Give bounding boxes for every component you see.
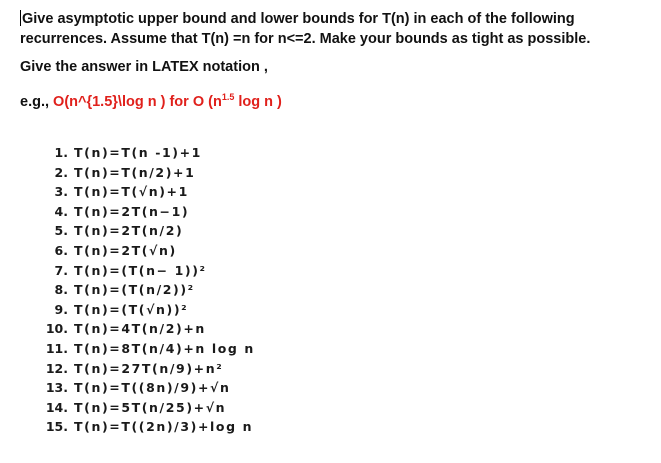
recurrence-number: 11. [45,340,68,356]
recurrence-number: 3. [54,184,68,200]
example-exponent: 1.5 [221,92,235,102]
recurrence-list [38,143,255,437]
recurrence-item [38,319,255,339]
recurrence-expression: T(n)=T((8n)/9)+√n [74,380,231,396]
recurrence-number: 6. [54,242,68,258]
recurrence-number: 15. [45,419,68,435]
intro-line-1: Give asymptotic upper bound and lower bounds for T(n) in each of the following [22,11,575,27]
recurrence-item [38,339,255,359]
recurrence-expression: T(n)=2T(√n) [74,242,177,258]
example-suffix: log n ) [234,94,282,110]
recurrence-item [38,182,255,202]
recurrence-item [38,417,255,437]
recurrence-item [38,398,255,418]
recurrence-item [38,143,255,163]
recurrence-expression: T(n)=4T(n/2)+n [74,321,206,337]
recurrence-number: 7. [54,262,68,278]
recurrence-expression: T(n)=(T(√n))² [74,301,189,317]
recurrence-number: 2. [54,164,68,180]
recurrence-number: 4. [54,203,68,219]
recurrence-item [38,221,255,241]
recurrence-item [38,202,255,222]
recurrence-expression: T(n)=2T(n−1) [74,203,190,219]
recurrence-expression: T(n)=T(√n)+1 [74,184,189,200]
recurrence-expression: T(n)=T((2n)/3)+log n [74,419,254,435]
recurrence-item [38,378,255,398]
example-line [20,87,282,112]
recurrence-expression: T(n)=2T(n/2) [74,223,184,239]
recurrence-item [38,359,255,379]
recurrence-expression: T(n)=27T(n/9)+n² [74,360,224,376]
recurrence-number: 12. [45,360,68,376]
recurrence-number: 8. [54,282,68,298]
recurrence-item [38,163,255,183]
intro-line-2: recurrences. Assume that T(n) =n for n<=2. Make your bounds as tight as possible. [20,31,591,47]
example-latex [53,94,282,110]
recurrence-number: 14. [45,399,68,415]
recurrence-item [38,261,255,281]
problem-intro [20,9,650,49]
recurrence-expression: T(n)=5T(n/25)+√n [74,399,227,415]
example-latex-text: O(n^{1.5}\log n ) for O (n [53,94,222,110]
recurrence-item [38,300,255,320]
recurrence-expression: T(n)=(T(n− 1))² [74,262,207,278]
recurrence-number: 13. [45,380,68,396]
example-prefix: e.g., [20,94,54,110]
recurrence-number: 5. [54,223,68,239]
recurrence-number: 9. [54,301,68,317]
recurrence-item [38,280,255,300]
recurrence-item [38,241,255,261]
recurrence-expression: T(n)=T(n -1)+1 [74,145,202,160]
text-cursor [20,10,21,26]
recurrence-expression: T(n)=(T(n/2))² [74,282,195,298]
recurrence-number: 1. [54,145,68,160]
recurrence-expression: T(n)=T(n/2)+1 [74,164,196,180]
recurrence-expression: T(n)=8T(n/4)+n log n [74,340,255,356]
recurrence-number: 10. [45,321,68,337]
latex-instruction: Give the answer in LATEX notation , [20,59,268,75]
